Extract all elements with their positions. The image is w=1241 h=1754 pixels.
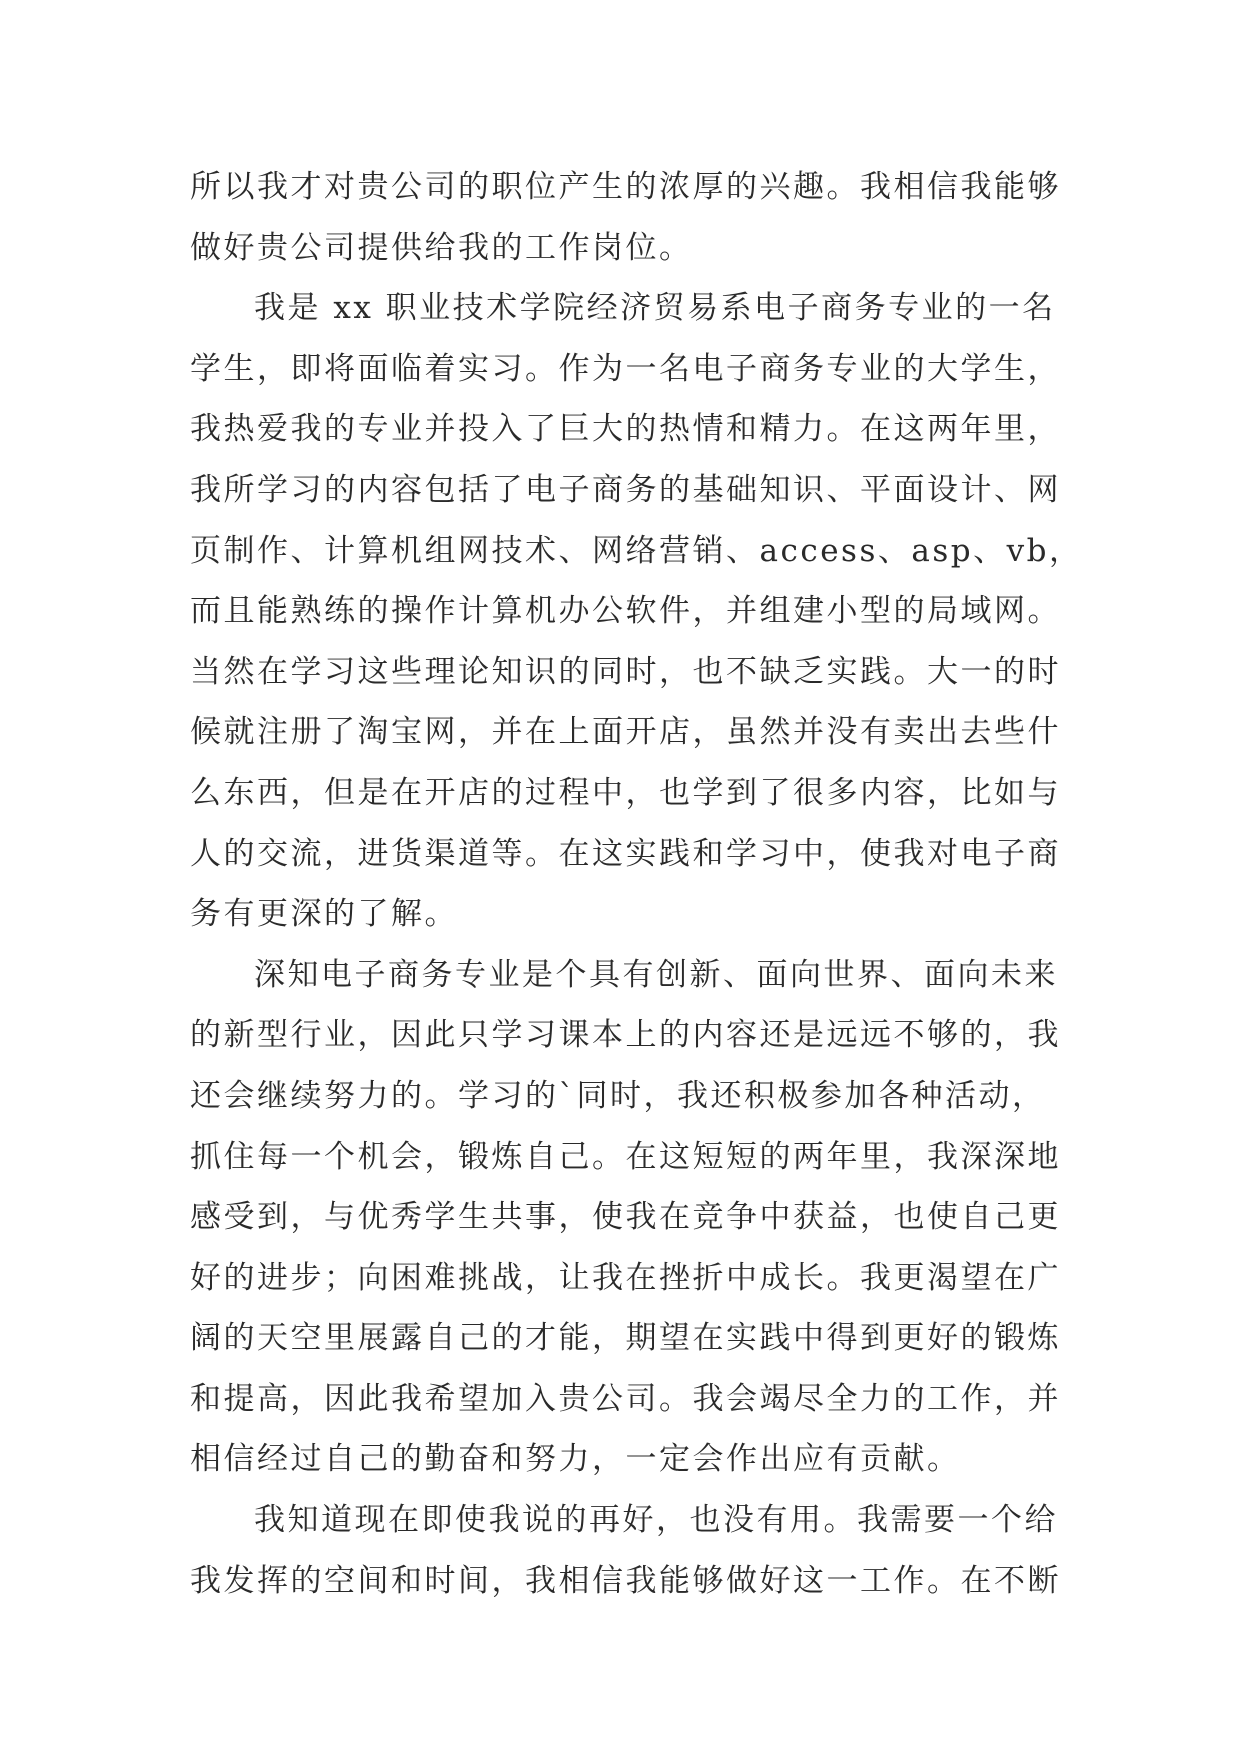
text-line: 和提高，因此我希望加入贵公司。我会竭尽全力的工作，并 [190, 1380, 1061, 1417]
text-line: 务有更深的了解。 [190, 896, 458, 933]
text-line: 候就注册了淘宝网，并在上面开店，虽然并没有卖出去些什 [190, 714, 1061, 751]
text-line: 所以我才对贵公司的职位产生的浓厚的兴趣。我相信我能够 [190, 169, 1061, 205]
paragraph-first-line: 我是 xx 职业技术学院经济贸易系电子商务专业的一名 [254, 290, 1056, 327]
paragraph-first-line: 我知道现在即使我说的再好，也没有用。我需要一个给 [254, 1502, 1058, 1539]
text-line: 么东西，但是在开店的过程中，也学到了很多内容，比如与 [190, 774, 1061, 811]
text-line: 阔的天空里展露自己的才能，期望在实践中得到更好的锻炼 [190, 1320, 1061, 1357]
text-line: 而且能熟练的操作计算机办公软件，并组建小型的局域网。 [190, 593, 1061, 630]
text-line: 页制作、计算机组网技术、网络营销、access、asp、vb， [190, 532, 1083, 569]
text-line: 我热爱我的专业并投入了巨大的热情和精力。在这两年里， [190, 411, 1061, 448]
text-line: 的新型行业，因此只学习课本上的内容还是远远不够的，我 [190, 1017, 1061, 1054]
text-line: 好的进步；向困难挑战，让我在挫折中成长。我更渴望在广 [190, 1259, 1061, 1296]
text-line: 相信经过自己的勤奋和努力，一定会作出应有贡献。 [190, 1441, 961, 1478]
text-line: 还会继续努力的。学习的`同时，我还积极参加各种活动， [190, 1077, 1046, 1114]
text-line: 感受到，与优秀学生共事，使我在竞争中获益，也使自己更 [190, 1199, 1061, 1236]
text-line: 我所学习的内容包括了电子商务的基础知识、平面设计、网 [190, 471, 1061, 508]
text-line: 抓住每一个机会，锻炼自己。在这短短的两年里，我深深地 [190, 1138, 1061, 1175]
text-line: 我发挥的空间和时间，我相信我能够做好这一工作。在不断 [190, 1562, 1061, 1599]
text-line: 当然在学习这些理论知识的同时，也不缺乏实践。大一的时 [190, 653, 1061, 690]
text-line: 人的交流，进货渠道等。在这实践和学习中，使我对电子商 [190, 835, 1061, 872]
text-line: 做好贵公司提供给我的工作岗位。 [190, 229, 693, 266]
paragraph-first-line: 深知电子商务专业是个具有创新、面向世界、面向未来 [254, 956, 1058, 993]
cover-letter-body [190, 157, 1090, 1611]
text-line: 学生，即将面临着实习。作为一名电子商务专业的大学生， [190, 350, 1061, 387]
